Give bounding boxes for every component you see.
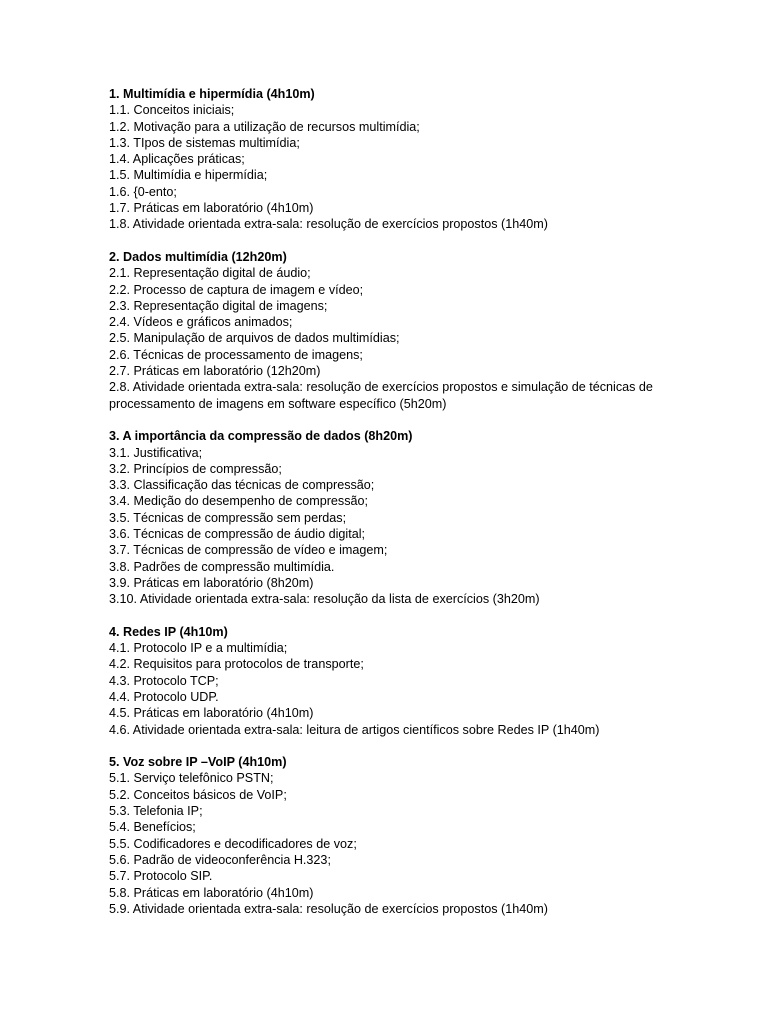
list-item: 2.4. Vídeos e gráficos animados; bbox=[109, 315, 293, 330]
section-heading: 2. Dados multimídia (12h20m) bbox=[109, 249, 287, 264]
list-item: 1.7. Práticas em laboratório (4h10m) bbox=[109, 201, 314, 216]
list-item: 5.6. Padrão de videoconferência H.323; bbox=[109, 852, 331, 867]
list-item: 3.8. Padrões de compressão multimídia. bbox=[109, 559, 335, 574]
section-4 bbox=[109, 624, 669, 738]
section-3 bbox=[109, 428, 669, 607]
list-item: 2.6. Técnicas de processamento de imagens; bbox=[109, 347, 363, 362]
list-item: 5.7. Protocolo SIP. bbox=[109, 869, 213, 884]
list-item: 5.9. Atividade orientada extra-sala: resolução de exercícios propostos (1h40m) bbox=[109, 901, 548, 916]
list-item: 1.3. TIpos de sistemas multimídia; bbox=[109, 135, 300, 150]
list-item: 4.6. Atividade orientada extra-sala: leitura de artigos científicos sobre Redes IP (1h40m) bbox=[109, 722, 600, 737]
list-item: 2.3. Representação digital de imagens; bbox=[109, 298, 328, 313]
list-item: 1.2. Motivação para a utilização de recursos multimídia; bbox=[109, 119, 420, 134]
list-item: 1.1. Conceitos iniciais; bbox=[109, 103, 235, 118]
list-item: 1.4. Aplicações práticas; bbox=[109, 152, 245, 167]
section-5 bbox=[109, 754, 669, 917]
section-heading: 5. Voz sobre IP –VoIP (4h10m) bbox=[109, 755, 287, 770]
list-item: 3.10. Atividade orientada extra-sala: resolução da lista de exercícios (3h20m) bbox=[109, 592, 540, 607]
list-item: 3.4. Medição do desempenho de compressão; bbox=[109, 494, 369, 509]
list-item: 3.2. Princípios de compressão; bbox=[109, 461, 282, 476]
section-1 bbox=[109, 86, 669, 233]
list-item: 3.5. Técnicas de compressão sem perdas; bbox=[109, 510, 347, 525]
section-heading: 4. Redes IP (4h10m) bbox=[109, 624, 228, 639]
list-item: 5.2. Conceitos básicos de VoIP; bbox=[109, 787, 287, 802]
section-heading: 3. A importância da compressão de dados (8h20m) bbox=[109, 429, 413, 444]
list-item: 4.5. Práticas em laboratório (4h10m) bbox=[109, 706, 314, 721]
list-item: 3.1. Justificativa; bbox=[109, 445, 203, 460]
list-item: 3.3. Classificação das técnicas de compressão; bbox=[109, 478, 375, 493]
list-item: 2.7. Práticas em laboratório (12h20m) bbox=[109, 364, 321, 379]
list-item: 5.3. Telefonia IP; bbox=[109, 804, 203, 819]
list-item: 5.4. Benefícios; bbox=[109, 820, 196, 835]
list-item: 4.2. Requisitos para protocolos de transporte; bbox=[109, 657, 364, 672]
list-item: 4.3. Protocolo TCP; bbox=[109, 673, 219, 688]
list-item: 5.1. Serviço telefônico PSTN; bbox=[109, 771, 274, 786]
list-item: 1.8. Atividade orientada extra-sala: resolução de exercícios propostos (1h40m) bbox=[109, 217, 548, 232]
list-item: 4.1. Protocolo IP e a multimídia; bbox=[109, 641, 288, 656]
list-item: 2.2. Processo de captura de imagem e vídeo; bbox=[109, 282, 364, 297]
list-item: 1.6. {0-ento; bbox=[109, 184, 177, 199]
list-item: 1.5. Multimídia e hipermídia; bbox=[109, 168, 268, 183]
list-item: 3.6. Técnicas de compressão de áudio digital; bbox=[109, 527, 365, 542]
list-item: 3.7. Técnicas de compressão de vídeo e imagem; bbox=[109, 543, 388, 558]
syllabus-document bbox=[109, 86, 669, 933]
section-heading: 1. Multimídia e hipermídia (4h10m) bbox=[109, 87, 315, 101]
list-item: 3.9. Práticas em laboratório (8h20m) bbox=[109, 575, 314, 590]
list-item: 2.1. Representação digital de áudio; bbox=[109, 266, 311, 281]
list-item: 2.5. Manipulação de arquivos de dados multimídias; bbox=[109, 331, 400, 346]
list-item: 5.8. Práticas em laboratório (4h10m) bbox=[109, 885, 314, 900]
section-2 bbox=[109, 249, 669, 412]
list-item: 5.5. Codificadores e decodificadores de voz; bbox=[109, 836, 357, 851]
list-item: 2.8. Atividade orientada extra-sala: resolução de exercícios propostos e simulação de técnicas de processamento de imagens em software específico (5h20m) bbox=[109, 380, 653, 411]
list-item: 4.4. Protocolo UDP. bbox=[109, 689, 219, 704]
